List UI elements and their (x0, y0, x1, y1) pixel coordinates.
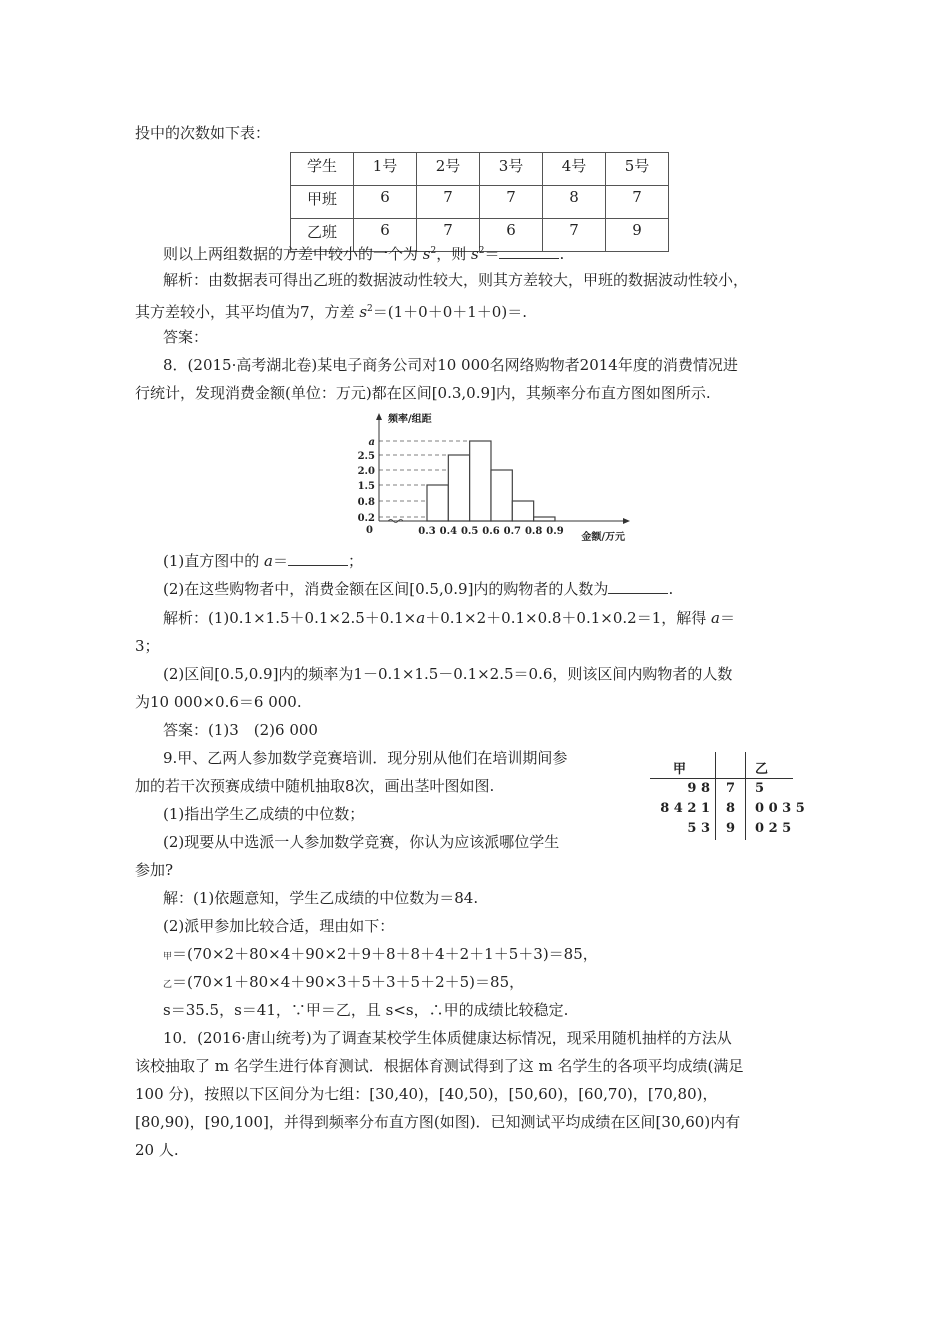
text: 其方差较小，其平均值为7，方差 (135, 303, 360, 321)
p8-analysis-3: 为10 000×0.6＝6 000. (135, 693, 302, 711)
x-tick-label: 0.5 (460, 526, 479, 537)
text: ＝(1＋0＋0＋1＋0)＝. (372, 303, 527, 321)
y-tick-label: 0.2 (357, 513, 375, 524)
stem-leaf-hline (650, 778, 793, 779)
y-tick-label: 0.8 (357, 497, 375, 508)
text: ＝(70×2＋80×4＋90×2＋9＋8＋8＋4＋2＋1＋5＋3)＝85， (172, 945, 598, 963)
answer-blank (608, 579, 668, 594)
text: 解析：(1)0.1×1.5＋0.1×2.5＋0.1× (163, 609, 417, 627)
text: ＝ (484, 245, 500, 263)
stem: 7 (726, 781, 736, 796)
p9-solution-2: (2)派甲参加比较合适，理由如下： (163, 917, 395, 935)
p8-analysis-1b: 3； (135, 637, 160, 655)
leaf-right: 0 2 5 (755, 821, 792, 836)
p9-solution-4 (163, 972, 524, 995)
p7-question (163, 241, 564, 264)
p7-answer: 答案： (163, 328, 209, 346)
stem-leaf-vline-left (715, 752, 716, 840)
p10-line-4: [80,90)，[90,100]，并得到频率分布直方图(如图)．已知测试平均成绩在区间[30,60)内有 (135, 1113, 741, 1131)
table-cell: 4号 (543, 153, 606, 186)
sup: 2 (367, 304, 373, 314)
table-cell: 甲班 (291, 186, 354, 219)
p8-line-2: 行统计，发现消费金额(单位：万元)都在区间[0.3,0.9]内，其频率分布直方图如图所示. (135, 384, 711, 402)
x-tick-label: 0.6 (482, 526, 500, 537)
stem-leaf-vline-right (745, 752, 746, 840)
histogram-bar (512, 501, 533, 521)
score-table (290, 152, 669, 252)
answer-blank (288, 551, 348, 566)
text: ＋0.1×2＋0.1×0.8＋0.1×0.2＝1，解得 (425, 609, 712, 627)
var-s: s (359, 303, 368, 321)
p7-analysis-1: 解析：由数据表可得出乙班的数据波动性较大，则其方差较大，甲班的数据波动性较小， (163, 271, 749, 289)
table-cell: 6 (480, 219, 543, 252)
var-a: a (264, 552, 273, 570)
histogram-bar (470, 441, 491, 521)
histogram-bar (448, 455, 469, 521)
p9-q2b: 参加? (135, 861, 174, 879)
table-cell: 8 (543, 186, 606, 219)
text: (2)在这些购物者中，消费金额在区间[0.5,0.9]内的购物者的人数为 (163, 580, 609, 598)
var-s: s (422, 245, 431, 263)
y-tick-label: 2.0 (357, 466, 375, 477)
p8-q1 (163, 551, 363, 571)
stem-leaf-header-right: 乙 (755, 762, 769, 777)
origin-label: 0 (366, 525, 373, 536)
p9-solution-3 (163, 944, 598, 967)
table-row (291, 186, 669, 219)
text: ＝ (719, 609, 735, 627)
x-axis-label: 金额/万元 (581, 532, 625, 543)
leaf-right: 5 (755, 781, 765, 796)
p8-answer: 答案：(1)3 (2)6 000 (163, 721, 318, 739)
leaf-left: 9 8 (687, 781, 710, 796)
table-cell: 5号 (606, 153, 669, 186)
stem: 9 (726, 821, 736, 836)
leaf-left: 5 3 (687, 821, 710, 836)
p9-solution-5: s＝35.5，s＝41，∵甲＝乙，且 s<s，∴甲的成绩比较稳定. (163, 1001, 569, 1019)
sup: 2 (478, 246, 485, 256)
p8-line-1: 8．(2015·高考湖北卷)某电子商务公司对10 000名网络购物者2014年度的消费情况进 (163, 356, 738, 374)
table-cell: 7 (417, 186, 480, 219)
answer-blank (499, 244, 559, 259)
text: ＝ (272, 552, 288, 570)
p8-analysis-1 (163, 608, 735, 628)
histogram-chart (340, 410, 640, 550)
leaf-left: 8 4 2 1 (660, 801, 710, 816)
p9-solution-1: 解：(1)依题意知，学生乙成绩的中位数为＝84. (163, 889, 479, 907)
table-cell: 7 (606, 186, 669, 219)
x-tick-label: 0.3 (418, 526, 436, 537)
y-tick-label: 1.5 (357, 481, 375, 492)
y-tick-label: a (368, 437, 375, 448)
x-tick-label: 0.4 (439, 526, 458, 537)
sup: 2 (430, 246, 437, 256)
table-cell: 学生 (291, 153, 354, 186)
text: . (668, 580, 674, 598)
x-tick-label: 0.9 (546, 526, 564, 537)
p10-line-2: 该校抽取了 m 名学生进行体育测试．根据体育测试得到了这 m 名学生的各项平均成绩(满足 (135, 1057, 744, 1075)
text: 则以上两组数据的方差中较小的一个为 (163, 245, 419, 263)
histogram-bar (427, 485, 448, 521)
stem-leaf-header-left: 甲 (673, 762, 687, 777)
p8-analysis-2: (2)区间[0.5,0.9]内的频率为1－0.1×1.5－0.1×2.5＝0.6，则该区间内购物者的人数 (163, 665, 733, 683)
table-cell: 7 (417, 219, 480, 252)
p10-line-5: 20 人. (135, 1141, 179, 1159)
text: (1)直方图中的 (163, 552, 265, 570)
x-tick-label: 0.8 (524, 526, 543, 537)
var-s: s (471, 245, 479, 263)
p8-q2 (163, 579, 673, 599)
text: ，则 (436, 245, 472, 263)
table-cell: 6 (354, 219, 417, 252)
subscript: 乙 (163, 980, 173, 990)
p9-q1: (1)指出学生乙成绩的中位数； (163, 805, 365, 823)
table-cell: 7 (543, 219, 606, 252)
stem: 8 (726, 801, 736, 816)
y-tick-label: 2.5 (357, 451, 375, 462)
table-cell: 1号 (354, 153, 417, 186)
table-cell: 2号 (417, 153, 480, 186)
subscript: 甲 (163, 952, 173, 962)
table-cell: 7 (480, 186, 543, 219)
table-cell: 6 (354, 186, 417, 219)
text: ＝(70×1＋80×4＋90×3＋5＋3＋5＋2＋5)＝85， (172, 973, 525, 991)
x-tick-label: 0.7 (503, 526, 522, 537)
p10-line-1: 10．(2016·唐山统考)为了调查某校学生体质健康达标情况，现采用随机抽样的方法从 (163, 1029, 732, 1047)
table-header-row (291, 153, 669, 186)
var-a: a (416, 609, 426, 627)
p7-analysis-2 (135, 299, 527, 322)
y-axis-arrow (376, 413, 382, 420)
text: . (559, 245, 565, 263)
histogram-bar (491, 470, 512, 521)
x-axis-arrow (623, 518, 630, 524)
p9-q2: (2)现要从中选派一人参加数学竞赛，你认为应该派哪位学生 (163, 833, 560, 851)
text: ； (348, 552, 364, 570)
table-cell: 9 (606, 219, 669, 252)
p9-line-1: 9.甲、乙两人参加数学竞赛培训．现分别从他们在培训期间参 (163, 749, 568, 767)
histogram-bar (534, 517, 555, 521)
y-axis-label: 频率/组距 (388, 414, 432, 425)
p7-intro: 投中的次数如下表： (135, 124, 271, 142)
p10-line-3: 100 分)，按照以下区间分为七组：[30,40)，[40,50)，[50,60)，[60,70)，[70,80)， (135, 1085, 718, 1103)
table-cell: 3号 (480, 153, 543, 186)
var-a: a (711, 609, 720, 627)
p9-line-2: 加的若干次预赛成绩中随机抽取8次，画出茎叶图如图. (135, 777, 495, 795)
table-cell: 乙班 (291, 219, 354, 252)
leaf-right: 0 0 3 5 (755, 801, 805, 816)
